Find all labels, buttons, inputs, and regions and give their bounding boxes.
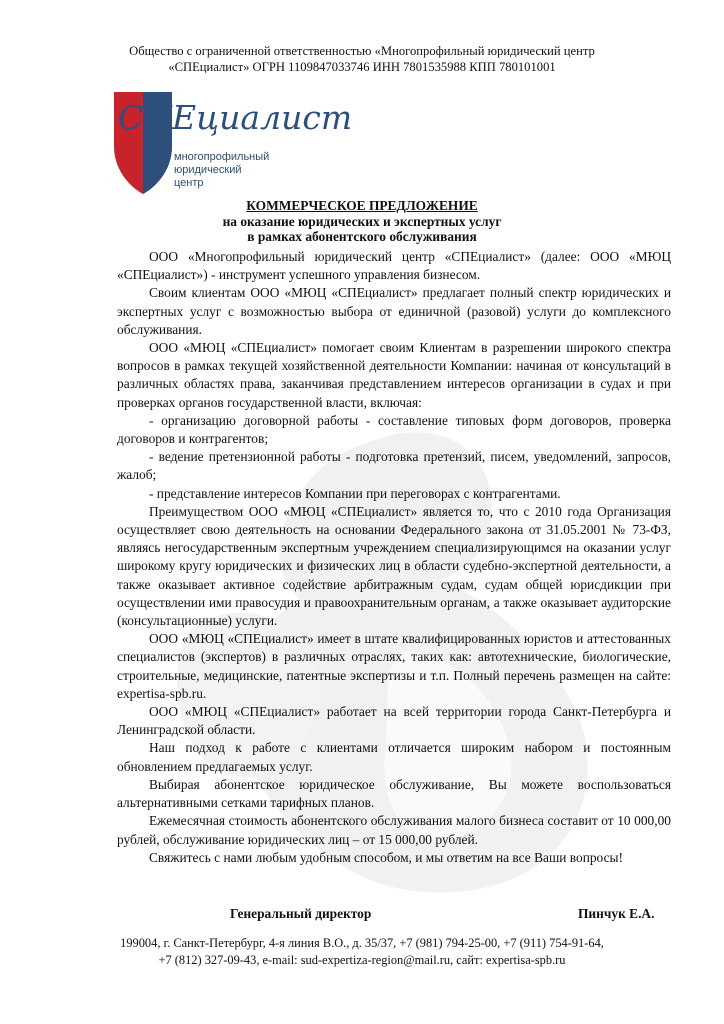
footer-contacts bbox=[60, 935, 664, 969]
paragraph: Своим клиентам ООО «МЮЦ «СПЕциалист» предлагает полный спектр юридических и экспертных услуг с возможностью выбора от единичной (разовой) услуги до комплексного обслуживания. bbox=[117, 285, 671, 337]
list-item: - ведение претензионной работы - подготовка претензий, писем, уведомлений, запросов, жалоб; bbox=[117, 449, 671, 483]
footer-line2: +7 (812) 327-09-43, e-mail: sud-expertiza-region@mail.ru, сайт: expertisa-spb.ru bbox=[158, 953, 566, 967]
paragraph: Преимуществом ООО «МЮЦ «СПЕциалист» является то, что с 2010 года Организация осуществляет свою деятельность на основании Федерального закона от 31.05.2001 № 73-ФЗ, являясь негосударственным экспертным учреждением специализирующимся на оказании услуг широкому кругу юридических и физических лиц в области судебно-экспертной деятельности, а также оказывает активное содействие арбитражным судам, судам общей юрисдикции при осуществлении ими правосудия и правоохранительным органам, а также оказывает аудиторские (консультационные) услуги. bbox=[117, 503, 671, 629]
paragraph: Выбирая абонентское юридическое обслуживание, Вы можете воспользоваться альтернативными сетками тарифных планов. bbox=[117, 776, 671, 811]
list-item: - организацию договорной работы - составление типовых форм договоров, проверка договоров и контрагентов; bbox=[117, 412, 671, 447]
paragraph: Наш подход к работе с клиентами отличается широким набором и постоянным обновлением предлагаемых услуг. bbox=[117, 740, 671, 774]
paragraph: ООО «МЮЦ «СПЕциалист» помогает своим Клиентам в разрешении широкого спектра вопросов в рамках текущей хозяйственной деятельности Компании: начиная от консультаций в различных областях права, заканчивая представлением интересов организации в судах и при проверках органов государственной власти, включая: bbox=[117, 340, 671, 410]
logo-sub-line3: центр bbox=[174, 177, 204, 189]
paragraph: Ежемесячная стоимость абонентского обслуживания малого бизнеса составит от 10 000,00 рублей, обслуживание юридических лиц – от 15 000,00 рублей. bbox=[117, 813, 671, 847]
logo-sub-line1: многопрофильный bbox=[174, 151, 270, 163]
signature-position: Генеральный директор bbox=[230, 906, 372, 921]
company-header bbox=[40, 43, 684, 75]
company-header-line2: «СПЕциалист» ОГРН 1109847033746 ИНН 7801535988 КПП 780101001 bbox=[168, 60, 556, 74]
title-line2: на оказание юридических и экспертных услуг bbox=[222, 213, 502, 229]
document-body bbox=[117, 248, 671, 867]
paragraph: ООО «Многопрофильный юридический центр «СПЕциалист» (далее: ООО «МЮЦ «СПЕциалист») - инструмент успешного управления бизнесом. bbox=[117, 249, 671, 283]
company-header-line1: Общество с ограниченной ответственностью «Многопрофильный юридический центр bbox=[129, 44, 595, 58]
paragraph: ООО «МЮЦ «СПЕциалист» работает на всей территории города Санкт-Петербурга и Ленинградской области. bbox=[117, 704, 671, 738]
footer-line1: 199004, г. Санкт-Петербург, 4-я линия В.О., д. 35/37, +7 (981) 794-25-00, +7 (911) 754-91-64, bbox=[120, 936, 604, 950]
signature-name: Пинчук Е.А. bbox=[578, 906, 655, 921]
logo-sub-line2: юридический bbox=[174, 164, 242, 176]
paragraph: Свяжитесь с нами любым удобным способом, и мы ответим на все Ваши вопросы! bbox=[149, 849, 623, 865]
title-line1: КОММЕРЧЕСКОЕ ПРЕДЛОЖЕНИЕ bbox=[246, 198, 478, 213]
logo-main-text: СПЕциалист bbox=[118, 98, 353, 137]
paragraph: ООО «МЮЦ «СПЕциалист» имеет в штате квалифицированных юристов и аттестованных специалистов (экспертов) в различных отраслях, таких как: автотехнические, биологические, строительные, медицинские, патентные экспертизы и т.п. Полный перечень размещен на сайте: expertisa-spb.ru. bbox=[117, 631, 671, 701]
logo-subtitle bbox=[174, 151, 269, 190]
document-title bbox=[60, 198, 664, 245]
title-line3: в рамках абонентского обслуживания bbox=[247, 229, 477, 244]
list-item: - представление интересов Компании при переговорах с контрагентами. bbox=[149, 485, 561, 501]
